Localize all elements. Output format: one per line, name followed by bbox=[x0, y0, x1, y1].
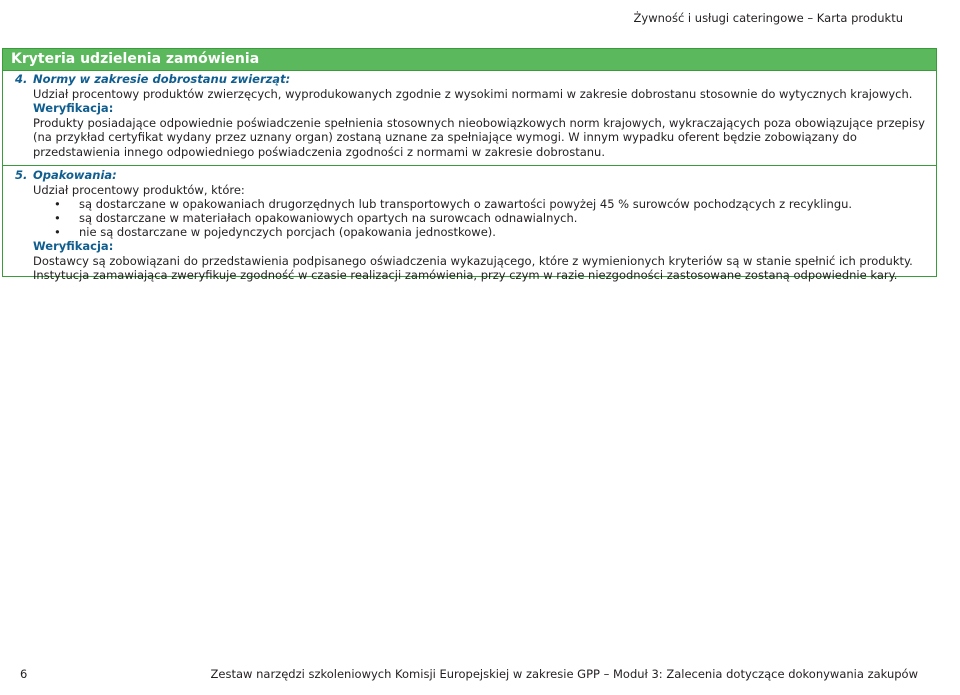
running-header: Żywność i usługi cateringowe – Karta produktu bbox=[633, 11, 903, 25]
verification-label: Weryfikacja: bbox=[33, 239, 114, 253]
verification-label: Weryfikacja: bbox=[33, 101, 114, 115]
criterion-description: Udział procentowy produktów, które: bbox=[33, 182, 245, 197]
criterion-number: 5. bbox=[15, 168, 28, 182]
bullet-icon: • bbox=[54, 211, 61, 225]
list-item: • są dostarczane w materiałach opakowaniowych opartych na surowcach odnawialnych. bbox=[54, 211, 578, 225]
page-number: 6 bbox=[20, 667, 28, 681]
list-item: • są dostarczane w opakowaniach drugorzędnych lub transportowych o zawartości powyżej 45 % surowców pochodzących z recyklingu. bbox=[54, 197, 853, 211]
criterion-heading: Normy w zakresie dobrostanu zwierząt: bbox=[33, 72, 291, 86]
panel-title: Kryteria udzielenia zamówienia bbox=[3, 49, 936, 70]
criterion-5 bbox=[3, 165, 936, 283]
footer-text: Zestaw narzędzi szkoleniowych Komisji Europejskiej w zakresie GPP – Moduł 3: Zalecenia dotyczące dokonywania zakupów bbox=[210, 667, 918, 681]
criterion-number: 4. bbox=[15, 72, 28, 86]
list-item: • nie są dostarczane w pojedynczych porcjach (opakowania jednostkowe). bbox=[54, 225, 496, 239]
criterion-heading: Opakowania: bbox=[33, 168, 117, 182]
bullet-icon: • bbox=[54, 197, 61, 211]
verification-text: Produkty posiadające odpowiednie poświadczenie spełnienia stosownych nieobowiązkowych norm krajowych, wykraczających poza obowiązujące przepisy (na przykład certyfikat wydany przez uznany organ) zostaną uznane za spełniające wymogi. W innym wypadku oferent będzie zobowiązany do przedstawienia innego odpowiedniego poświadczenia zgodności z normami w zakresie dobrostanu. bbox=[33, 115, 925, 159]
criterion-bullet-list bbox=[3, 197, 936, 239]
criterion-description: Udział procentowy produktów zwierzęcych, wyprodukowanych zgodnie z wysokimi normami w zakresie dobrostanu stosownie do wytycznych krajowych. bbox=[33, 86, 913, 101]
criteria-panel bbox=[2, 48, 937, 282]
bullet-icon: • bbox=[54, 225, 61, 239]
criterion-4 bbox=[3, 70, 936, 165]
verification-text: Dostawcy są zobowiązani do przedstawienia podpisanego oświadczenia wykazującego, które z wymienionych kryteriów są w stanie spełnić ich produkty. Instytucja zamawiająca zweryfikuje zgodność w czasie realizacji zamówienia, przy czym w razie niezgodności zastosowane zostaną odpowiednie kary. bbox=[33, 253, 913, 282]
